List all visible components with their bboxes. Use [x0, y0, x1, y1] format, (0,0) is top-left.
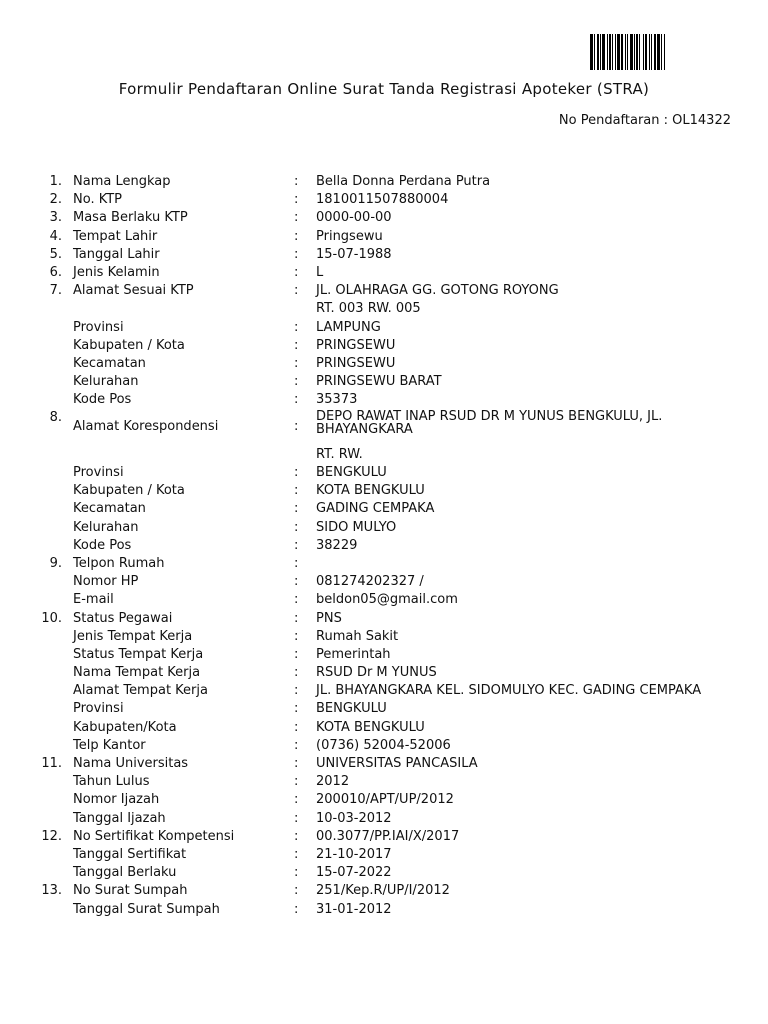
field-separator: :	[294, 355, 299, 371]
field-value: KOTA BENGKULU	[316, 483, 425, 499]
field-label: Tanggal Sertifikat	[73, 846, 187, 862]
field-label: Tempat Lahir	[73, 228, 158, 244]
form-row	[0, 647, 768, 665]
field-separator: :	[294, 555, 299, 571]
barcode	[590, 34, 720, 70]
field-value: RT. 003 RW. 005	[316, 301, 421, 317]
field-separator: :	[294, 519, 299, 535]
field-value: Pringsewu	[316, 228, 383, 244]
row-number: 2.	[49, 192, 62, 208]
field-value: KOTA BENGKULU	[316, 719, 425, 735]
row-number: 9.	[49, 555, 62, 571]
field-separator: :	[294, 283, 299, 299]
field-separator: :	[294, 883, 299, 899]
field-label: Jenis Kelamin	[73, 264, 160, 280]
field-value: 2012	[316, 774, 350, 790]
field-label: Tanggal Ijazah	[73, 810, 166, 826]
field-separator: :	[294, 665, 299, 681]
field-value: 081274202327 /	[316, 574, 424, 590]
form-row	[0, 611, 768, 629]
field-value: 10-03-2012	[316, 810, 392, 826]
form-row	[0, 174, 768, 192]
field-label: Alamat Korespondensi	[73, 419, 219, 435]
form-row	[0, 210, 768, 228]
field-value: Pemerintah	[316, 646, 391, 662]
field-value: PRINGSEWU	[316, 355, 396, 371]
field-value: beldon05@gmail.com	[316, 592, 458, 608]
field-value: RSUD Dr M YUNUS	[316, 665, 437, 681]
form-row	[0, 774, 768, 792]
field-value: JL. BHAYANGKARA KEL. SIDOMULYO KEC. GADING CEMPAKA	[316, 683, 702, 699]
row-number: 7.	[49, 283, 62, 299]
form-row	[0, 792, 768, 810]
field-label: Jenis Tempat Kerja	[73, 628, 193, 644]
row-number: 8.	[49, 410, 62, 426]
field-separator: :	[294, 465, 299, 481]
field-value: 38229	[316, 537, 358, 553]
field-value: RT. RW.	[316, 446, 363, 462]
field-separator: :	[294, 756, 299, 772]
field-value: Bella Donna Perdana Putra	[316, 174, 491, 189]
field-separator: :	[294, 592, 299, 608]
field-value: BENGKULU	[316, 701, 387, 717]
field-separator: :	[294, 264, 299, 280]
form-row	[0, 683, 768, 701]
form-row	[0, 374, 768, 392]
field-value: 251/Kep.R/UP/I/2012	[316, 883, 450, 899]
form-row	[0, 283, 768, 301]
form-row	[0, 811, 768, 829]
field-label: No. KTP	[73, 192, 123, 208]
field-label: Nomor HP	[73, 574, 139, 590]
field-separator: :	[294, 374, 299, 390]
form-row	[0, 720, 768, 738]
form-row	[0, 556, 768, 574]
form-row	[0, 465, 768, 483]
field-label: Kecamatan	[73, 355, 146, 371]
form-row	[0, 320, 768, 338]
field-value: LAMPUNG	[316, 319, 381, 335]
field-separator: :	[294, 574, 299, 590]
field-label: Tanggal Surat Sumpah	[73, 901, 220, 917]
field-value: 00.3077/PP.IAI/X/2017	[316, 828, 460, 844]
field-separator: :	[294, 392, 299, 408]
field-separator: :	[294, 419, 299, 435]
field-separator: :	[294, 483, 299, 499]
field-separator: :	[294, 792, 299, 808]
field-value: PNS	[316, 610, 342, 626]
field-label: Alamat Sesuai KTP	[73, 283, 194, 299]
field-label: Status Tempat Kerja	[73, 646, 204, 662]
field-label: Provinsi	[73, 465, 124, 481]
field-separator: :	[294, 537, 299, 553]
form-row	[0, 301, 768, 319]
field-label: Kode Pos	[73, 392, 132, 408]
field-value: 15-07-2022	[316, 865, 392, 881]
form-row	[0, 738, 768, 756]
form-row	[0, 592, 768, 610]
form-row	[0, 410, 768, 446]
registration-form	[0, 174, 768, 920]
field-value: PRINGSEWU	[316, 337, 396, 353]
field-value: 200010/APT/UP/2012	[316, 792, 454, 808]
form-row	[0, 865, 768, 883]
field-label: Kabupaten / Kota	[73, 483, 185, 499]
field-label: Kecamatan	[73, 501, 146, 517]
form-row	[0, 829, 768, 847]
form-row	[0, 265, 768, 283]
form-row	[0, 701, 768, 719]
field-separator: :	[294, 810, 299, 826]
form-row	[0, 501, 768, 519]
field-separator: :	[294, 501, 299, 517]
field-value: 0000-00-00	[316, 210, 392, 226]
field-label: Kabupaten / Kota	[73, 337, 185, 353]
field-value: GADING CEMPAKA	[316, 501, 435, 517]
field-separator: :	[294, 192, 299, 208]
registration-number: No Pendaftaran : OL14322	[558, 113, 731, 128]
row-number: 1.	[49, 174, 62, 189]
row-number: 12.	[41, 828, 62, 844]
field-label: No Surat Sumpah	[73, 883, 188, 899]
field-separator: :	[294, 174, 299, 189]
field-separator: :	[294, 737, 299, 753]
field-separator: :	[294, 246, 299, 262]
field-value: (0736) 52004-52006	[316, 737, 451, 753]
row-number: 4.	[49, 228, 62, 244]
field-separator: :	[294, 610, 299, 626]
field-label: Provinsi	[73, 701, 124, 717]
field-value: PRINGSEWU BARAT	[316, 374, 442, 390]
field-value: 35373	[316, 392, 358, 408]
field-separator: :	[294, 865, 299, 881]
field-label: Status Pegawai	[73, 610, 173, 626]
field-label: Nama Lengkap	[73, 174, 171, 189]
field-label: Tanggal Lahir	[73, 246, 160, 262]
field-label: Kelurahan	[73, 519, 139, 535]
form-row	[0, 483, 768, 501]
form-row	[0, 574, 768, 592]
field-separator: :	[294, 719, 299, 735]
form-row	[0, 883, 768, 901]
field-separator: :	[294, 774, 299, 790]
field-label: Alamat Tempat Kerja	[73, 683, 208, 699]
field-label: Kode Pos	[73, 537, 132, 553]
row-number: 11.	[41, 756, 62, 772]
field-label: Nama Tempat Kerja	[73, 665, 201, 681]
field-separator: :	[294, 319, 299, 335]
form-row	[0, 392, 768, 410]
field-label: No Sertifikat Kompetensi	[73, 828, 235, 844]
form-row	[0, 192, 768, 210]
row-number: 6.	[49, 264, 62, 280]
field-label: Telpon Rumah	[73, 555, 165, 571]
form-row	[0, 447, 768, 465]
form-row	[0, 847, 768, 865]
field-label: Nama Universitas	[73, 756, 189, 772]
form-row	[0, 665, 768, 683]
field-separator: :	[294, 683, 299, 699]
field-value: Rumah Sakit	[316, 628, 399, 644]
field-value: 31-01-2012	[316, 901, 392, 917]
field-value: UNIVERSITAS PANCASILA	[316, 756, 478, 772]
field-separator: :	[294, 701, 299, 717]
field-label: Tanggal Berlaku	[73, 865, 177, 881]
row-number: 13.	[41, 883, 62, 899]
field-separator: :	[294, 228, 299, 244]
field-separator: :	[294, 337, 299, 353]
field-value: SIDO MULYO	[316, 519, 397, 535]
field-separator: :	[294, 646, 299, 662]
field-value: 21-10-2017	[316, 846, 392, 862]
form-row	[0, 229, 768, 247]
form-row	[0, 338, 768, 356]
field-value: 15-07-1988	[316, 246, 392, 262]
form-row	[0, 520, 768, 538]
form-row	[0, 356, 768, 374]
field-value: L	[316, 264, 324, 280]
field-label: Tahun Lulus	[73, 774, 150, 790]
field-label: Masa Berlaku KTP	[73, 210, 188, 226]
field-label: Provinsi	[73, 319, 124, 335]
field-label: Kabupaten/Kota	[73, 719, 177, 735]
field-separator: :	[294, 846, 299, 862]
field-label: Kelurahan	[73, 374, 139, 390]
row-number: 5.	[49, 246, 62, 262]
field-label: E-mail	[73, 592, 114, 608]
field-value: 1810011507880004	[316, 192, 449, 208]
field-value: BENGKULU	[316, 465, 387, 481]
field-value: DEPO RAWAT INAP RSUD DR M YUNUS BENGKULU, JL. BHAYANGKARA	[316, 409, 663, 438]
field-separator: :	[294, 901, 299, 917]
field-value: JL. OLAHRAGA GG. GOTONG ROYONG	[316, 283, 559, 299]
form-row	[0, 756, 768, 774]
field-separator: :	[294, 628, 299, 644]
field-label: Nomor Ijazah	[73, 792, 160, 808]
field-separator: :	[294, 210, 299, 226]
field-separator: :	[294, 828, 299, 844]
form-row	[0, 629, 768, 647]
form-row	[0, 247, 768, 265]
field-label: Telp Kantor	[73, 737, 146, 753]
row-number: 10.	[41, 610, 62, 626]
row-number: 3.	[49, 210, 62, 226]
form-row	[0, 538, 768, 556]
page-title: Formulir Pendaftaran Online Surat Tanda Registrasi Apoteker (STRA)	[118, 80, 650, 98]
form-row	[0, 902, 768, 920]
